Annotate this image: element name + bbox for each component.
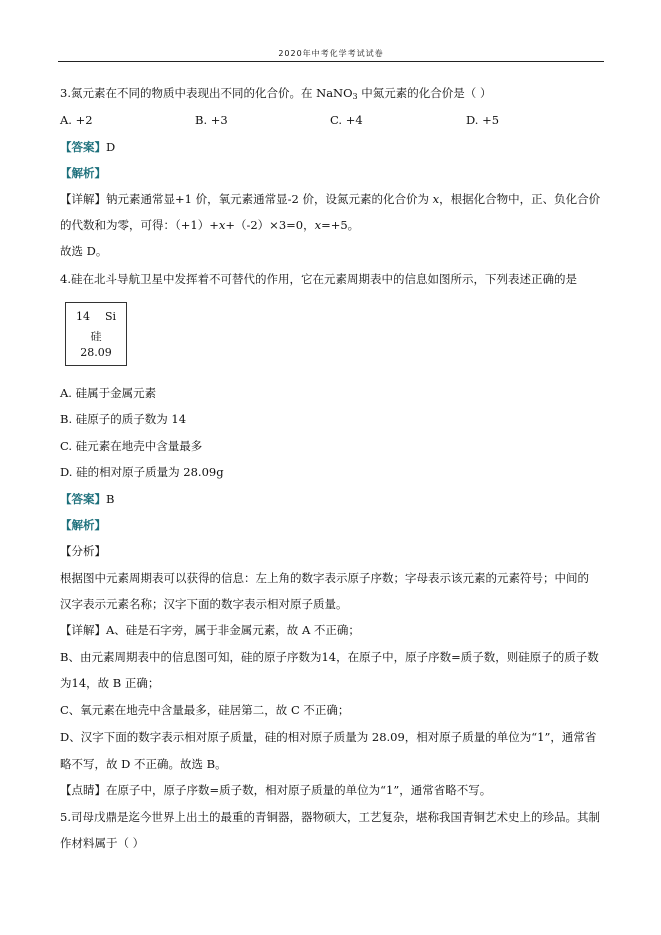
q3-option-d: D. +5 (466, 113, 500, 127)
q5-stem-line-2: 作材料属于（ ） (60, 836, 145, 850)
q4-option-b: B. 硅原子的质子数为 14 (60, 412, 187, 426)
q3-option-a: A. +2 (60, 113, 93, 127)
q4-option-d: D. 硅的相对原子质量为 28.09g (60, 465, 224, 479)
q4-fenxi-tag: 【分析】 (60, 544, 106, 558)
page-header: 2020年中考化学考试试卷 (278, 49, 384, 58)
q4-analysis-tag: 【解析】 (60, 518, 106, 532)
q4-dianjing: 【点睛】在原子中，原子序数=质子数，相对原子质量的单位为“1”，通常省略不写。 (60, 783, 492, 797)
q4-detail-a: 【详解】A、硅是石字旁，属于非金属元素，故 A 不正确； (60, 623, 360, 637)
element-symbol: Si (104, 310, 116, 323)
q3-detail-line-2: 的代数和为零，可得：（+1）+x+（-2）×3=0，x=+5。 (60, 218, 360, 232)
q4-answer: 【答案】B (60, 492, 115, 506)
q3-conclusion: 故选 D。 (60, 244, 108, 258)
element-cell-silicon (65, 302, 127, 366)
q4-detail-d-line-2: 略不写，故 D 不正确。故选 B。 (60, 757, 227, 771)
atomic-number: 14 (76, 310, 90, 323)
q3-detail-line-1: 【详解】钠元素通常显+1 价，氧元素通常显-2 价，设氮元素的化合价为 x，根据化合物中，正、负化合价 (60, 192, 601, 206)
header-divider (58, 61, 604, 62)
element-name: 硅 (90, 330, 102, 343)
atomic-mass: 28.09 (80, 346, 112, 359)
q4-detail-d-line-1: D、汉字下面的数字表示相对原子质量，硅的相对原子质量为 28.09，相对原子质量的单位为“1”，通常省 (60, 730, 597, 744)
q4-option-a: A. 硅属于金属元素 (60, 386, 157, 400)
q3-answer: 【答案】D (60, 140, 116, 154)
q3-option-b: B. +3 (195, 113, 228, 127)
q3-stem: 3.氮元素在不同的物质中表现出不同的化合价。在 NaNO$_3$ 中氮元素的化合价是（ ） (60, 86, 492, 101)
q4-detail-b-line-1: B、由元素周期表中的信息图可知，硅的原子序数为14，在原子中，原子序数=质子数，则硅原子的质子数 (60, 650, 599, 664)
q4-stem: 4.硅在北斗导航卫星中发挥着不可替代的作用，它在元素周期表中的信息如图所示，下列表述正确的是 (60, 272, 577, 286)
q4-detail-b-line-2: 为14，故 B 正确； (60, 676, 160, 690)
q4-option-c: C. 硅元素在地壳中含量最多 (60, 439, 203, 453)
q5-stem-line-1: 5.司母戊鼎是迄今世界上出土的最重的青铜器，器物硕大，工艺复杂，堪称我国青铜艺术史上的珍品。其制 (60, 810, 600, 824)
q4-detail-c: C、氧元素在地壳中含量最多，硅居第二，故 C 不正确； (60, 703, 350, 717)
q3-analysis-tag: 【解析】 (60, 166, 106, 180)
q4-fenxi-line-2: 汉字表示元素名称；汉字下面的数字表示相对原子质量。 (60, 597, 348, 611)
q4-fenxi-line-1: 根据图中元素周期表可以获得的信息：左上角的数字表示原子序数；字母表示该元素的元素符号；中间的 (60, 571, 589, 585)
q3-option-c: C. +4 (330, 113, 363, 127)
